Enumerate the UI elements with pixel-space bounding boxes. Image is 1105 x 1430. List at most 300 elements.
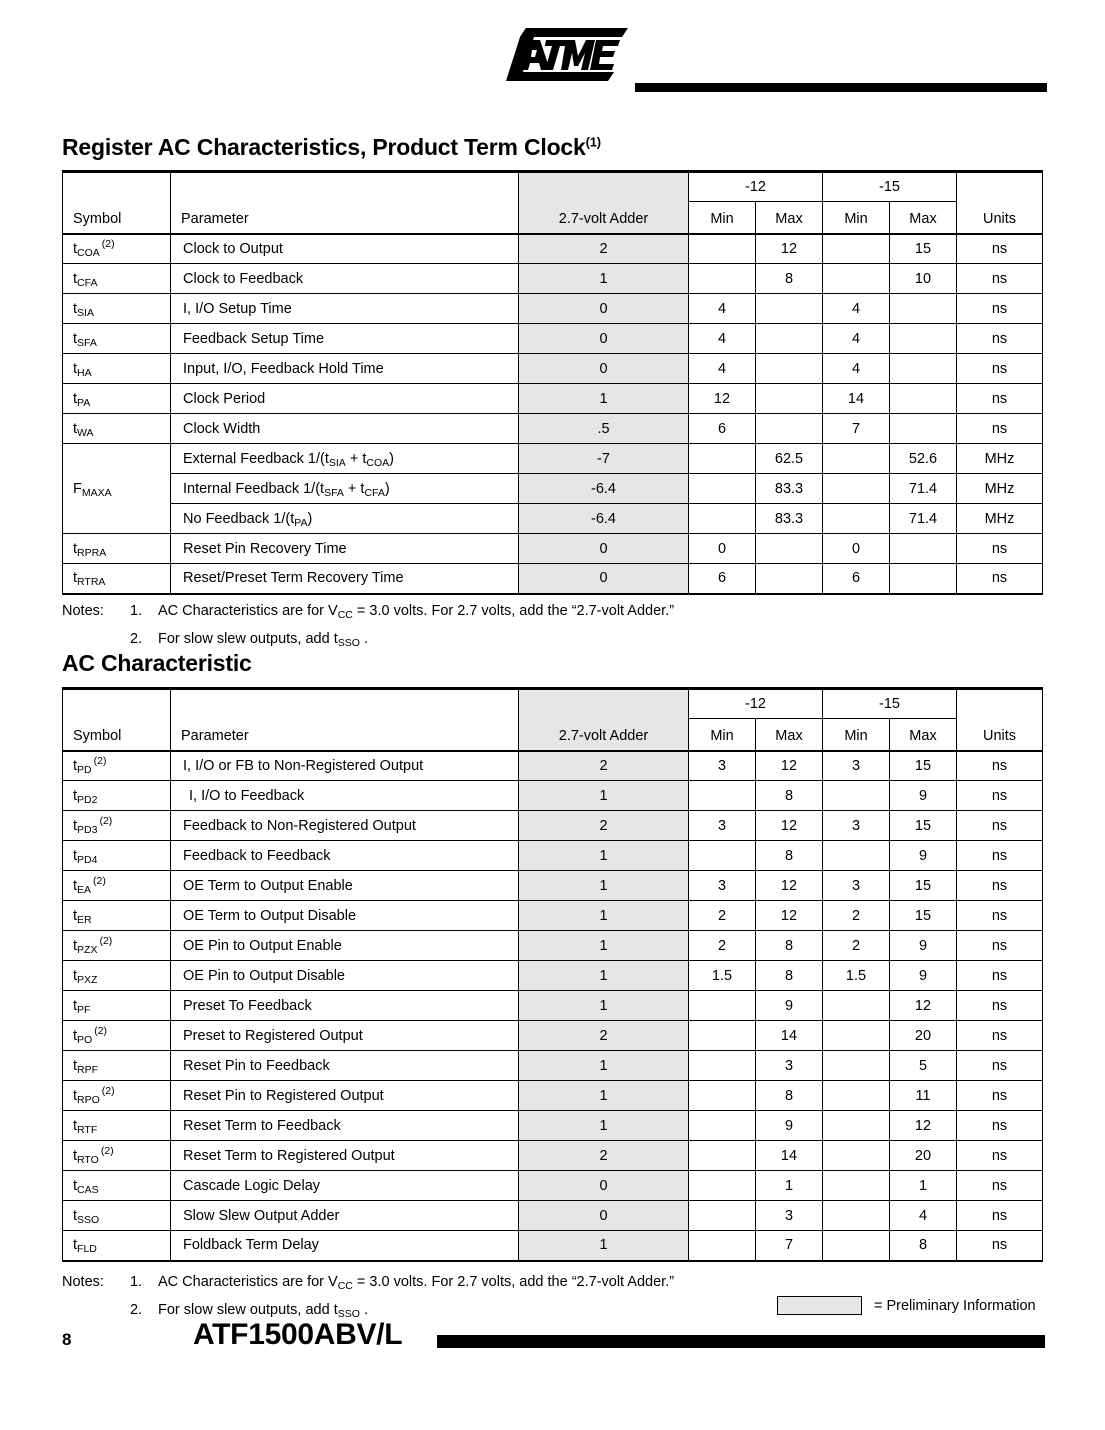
cell-min-15 (823, 234, 890, 264)
cell-adder: 0 (519, 294, 689, 324)
cell-adder: 0 (519, 1171, 689, 1201)
cell-min-15 (823, 1231, 890, 1261)
table-row (63, 1111, 1043, 1141)
page-footer (0, 1318, 1105, 1368)
cell-min-15: 7 (823, 414, 890, 444)
cell-parameter: Cascade Logic Delay (171, 1171, 519, 1201)
cell-max-12: 8 (756, 961, 823, 991)
table-row (63, 871, 1043, 901)
header-min-12: Min (689, 202, 756, 234)
cell-parameter: Reset Term to Registered Output (171, 1141, 519, 1171)
page-title-ac-characteristic (62, 650, 252, 677)
cell-adder: 0 (519, 354, 689, 384)
cell-max-12 (756, 564, 823, 594)
cell-min-12 (689, 841, 756, 871)
cell-max-12: 9 (756, 991, 823, 1021)
cell-symbol: $t_{PO}^{(2)}$ (63, 1021, 171, 1051)
cell-max-12 (756, 324, 823, 354)
table-row (63, 961, 1043, 991)
cell-parameter: I, I/O or FB to Non-Registered Output (171, 751, 519, 781)
cell-min-12 (689, 1141, 756, 1171)
cell-min-15 (823, 841, 890, 871)
cell-adder: 1 (519, 1231, 689, 1261)
table-header-grades-row (63, 689, 1043, 719)
cell-max-12: 12 (756, 751, 823, 781)
cell-parameter: Clock to Output (171, 234, 519, 264)
cell-parameter: Preset To Feedback (171, 991, 519, 1021)
legend-label: = Preliminary Information (874, 1297, 1036, 1314)
table-body (63, 234, 1043, 594)
cell-min-12: 12 (689, 384, 756, 414)
cell-symbol-fmaxa: $F_{MAXA}$ (63, 444, 171, 534)
cell-max-12: 12 (756, 234, 823, 264)
cell-parameter: Reset Pin to Feedback (171, 1051, 519, 1081)
cell-min-15: 4 (823, 324, 890, 354)
table-body (63, 751, 1043, 1261)
section-1-title-text: Register AC Characteristics, Product Term Clock (62, 134, 586, 160)
table-row (63, 781, 1043, 811)
table-row (63, 1021, 1043, 1051)
cell-units: ns (957, 1201, 1043, 1231)
cell-min-12: 1.5 (689, 961, 756, 991)
cell-units: ns (957, 991, 1043, 1021)
cell-units: MHz (957, 444, 1043, 474)
cell-symbol: $t_{PF}$ (63, 991, 171, 1021)
cell-max-15: 20 (890, 1141, 957, 1171)
cell-max-12: 3 (756, 1201, 823, 1231)
header-max-15: Max (890, 719, 957, 751)
table-row (63, 931, 1043, 961)
cell-min-15 (823, 1111, 890, 1141)
cell-adder: 0 (519, 564, 689, 594)
cell-max-15: 71.4 (890, 504, 957, 534)
cell-min-15 (823, 1201, 890, 1231)
cell-parameter: Input, I/O, Feedback Hold Time (171, 354, 519, 384)
register-ac-characteristics-table (62, 170, 1043, 595)
cell-min-15: 2 (823, 931, 890, 961)
cell-min-15 (823, 1051, 890, 1081)
cell-symbol: $t_{PA}$ (63, 384, 171, 414)
cell-min-12: 6 (689, 414, 756, 444)
cell-units: ns (957, 901, 1043, 931)
cell-min-12 (689, 444, 756, 474)
cell-min-15: 4 (823, 294, 890, 324)
cell-max-15: 9 (890, 961, 957, 991)
table-row (63, 564, 1043, 594)
header-min-15: Min (823, 202, 890, 234)
table-row (63, 414, 1043, 444)
cell-symbol: $t_{RTO}^{(2)}$ (63, 1141, 171, 1171)
header-max-12: Max (756, 202, 823, 234)
table-row (63, 1171, 1043, 1201)
cell-max-12: 8 (756, 931, 823, 961)
cell-units: ns (957, 871, 1043, 901)
cell-min-12 (689, 234, 756, 264)
cell-min-12: 4 (689, 354, 756, 384)
cell-max-15: 15 (890, 901, 957, 931)
document-title: ATF1500ABV/L (193, 1318, 403, 1351)
table-row (63, 534, 1043, 564)
cell-parameter: No Feedback $1/(t_{PA})$ (171, 504, 519, 534)
table-row (63, 1141, 1043, 1171)
cell-symbol: $t_{PD4}$ (63, 841, 171, 871)
note-number: 2. (130, 631, 143, 647)
header-rule (635, 83, 1047, 92)
table-row (63, 991, 1043, 1021)
cell-adder: 1 (519, 1081, 689, 1111)
cell-units: ns (957, 931, 1043, 961)
cell-adder: 1 (519, 901, 689, 931)
cell-adder: 1 (519, 841, 689, 871)
section-1-title-note: (1) (585, 134, 601, 150)
cell-units: ns (957, 414, 1043, 444)
cell-units: ns (957, 324, 1043, 354)
cell-adder: -6.4 (519, 474, 689, 504)
cell-max-12 (756, 384, 823, 414)
cell-max-15 (890, 384, 957, 414)
cell-min-12: 0 (689, 534, 756, 564)
cell-symbol: $t_{PD3}^{(2)}$ (63, 811, 171, 841)
cell-parameter: Feedback to Non-Registered Output (171, 811, 519, 841)
cell-min-15 (823, 1021, 890, 1051)
header-grade-12: -12 (689, 172, 823, 202)
note-text: AC Characteristics are for $V_{CC} = 3.0$ volts. For 2.7 volts, add the “2.7-volt Adder.” (158, 603, 675, 621)
cell-min-12 (689, 991, 756, 1021)
cell-min-12: 2 (689, 901, 756, 931)
note-row (62, 603, 1042, 631)
header-parameter: Parameter (171, 172, 519, 234)
cell-max-15: 10 (890, 264, 957, 294)
cell-min-15 (823, 1081, 890, 1111)
cell-max-12 (756, 354, 823, 384)
cell-units: ns (957, 1081, 1043, 1111)
cell-min-12 (689, 1231, 756, 1261)
cell-min-12 (689, 1081, 756, 1111)
table-row (63, 1201, 1043, 1231)
cell-parameter: Reset Pin to Registered Output (171, 1081, 519, 1111)
cell-parameter: Feedback to Feedback (171, 841, 519, 871)
cell-max-15 (890, 534, 957, 564)
header-parameter: Parameter (171, 689, 519, 751)
cell-adder: 1 (519, 781, 689, 811)
cell-min-12 (689, 474, 756, 504)
cell-parameter: Preset to Registered Output (171, 1021, 519, 1051)
cell-max-15: 52.6 (890, 444, 957, 474)
cell-max-12: 14 (756, 1021, 823, 1051)
cell-max-12: 12 (756, 871, 823, 901)
cell-units: ns (957, 1021, 1043, 1051)
cell-max-15: 11 (890, 1081, 957, 1111)
cell-adder: 1 (519, 991, 689, 1021)
table-row (63, 901, 1043, 931)
table-header-grades-row (63, 172, 1043, 202)
cell-max-12: 12 (756, 901, 823, 931)
cell-max-12: 1 (756, 1171, 823, 1201)
header-grade-15: -15 (823, 689, 957, 719)
header-adder: 2.7-volt Adder (519, 172, 689, 234)
header-symbol: Symbol (63, 172, 171, 234)
cell-parameter: Clock Width (171, 414, 519, 444)
table-row (63, 811, 1043, 841)
cell-min-12 (689, 1111, 756, 1141)
cell-min-12: 3 (689, 811, 756, 841)
page-title-register-ac (62, 134, 601, 161)
cell-max-12: 8 (756, 841, 823, 871)
notes-label: Notes: (62, 1274, 104, 1290)
cell-parameter: Feedback Setup Time (171, 324, 519, 354)
cell-adder: 2 (519, 811, 689, 841)
cell-units: ns (957, 384, 1043, 414)
header-units: Units (957, 172, 1043, 234)
cell-adder: 2 (519, 751, 689, 781)
cell-parameter: OE Pin to Output Enable (171, 931, 519, 961)
cell-adder: -6.4 (519, 504, 689, 534)
cell-min-12 (689, 1021, 756, 1051)
cell-symbol: $t_{PXZ}$ (63, 961, 171, 991)
cell-adder: -7 (519, 444, 689, 474)
table-row (63, 474, 1043, 504)
cell-symbol: $t_{RTF}$ (63, 1111, 171, 1141)
cell-max-15: 15 (890, 234, 957, 264)
cell-parameter: Reset Term to Feedback (171, 1111, 519, 1141)
cell-min-12 (689, 1201, 756, 1231)
cell-units: ns (957, 1141, 1043, 1171)
cell-units: MHz (957, 474, 1043, 504)
note-number: 2. (130, 1302, 143, 1318)
cell-parameter: I, I/O to Feedback (171, 781, 519, 811)
cell-parameter: Internal Feedback $1/(t_{SFA} + t_{CFA})$ (171, 474, 519, 504)
cell-units: ns (957, 234, 1043, 264)
cell-max-15: 1 (890, 1171, 957, 1201)
cell-min-15: 3 (823, 871, 890, 901)
cell-symbol: $t_{CAS}$ (63, 1171, 171, 1201)
cell-max-15 (890, 414, 957, 444)
table-row (63, 264, 1043, 294)
cell-units: ns (957, 264, 1043, 294)
cell-min-15 (823, 781, 890, 811)
cell-min-12: 3 (689, 751, 756, 781)
cell-max-12: 14 (756, 1141, 823, 1171)
cell-max-12 (756, 534, 823, 564)
cell-max-15: 15 (890, 751, 957, 781)
cell-min-12: 3 (689, 871, 756, 901)
header-units: Units (957, 689, 1043, 751)
cell-max-15: 12 (890, 1111, 957, 1141)
cell-max-15: 15 (890, 871, 957, 901)
footer-rule (437, 1335, 1045, 1348)
note-number: 1. (130, 603, 143, 619)
table-row (63, 1081, 1043, 1111)
cell-max-12: 9 (756, 1111, 823, 1141)
cell-max-15: 20 (890, 1021, 957, 1051)
atmel-logo (504, 28, 628, 82)
cell-parameter: OE Term to Output Enable (171, 871, 519, 901)
table-row (63, 504, 1043, 534)
cell-min-12 (689, 1171, 756, 1201)
cell-min-12 (689, 1051, 756, 1081)
cell-adder: 1 (519, 931, 689, 961)
table-row (63, 751, 1043, 781)
table-row (63, 384, 1043, 414)
cell-symbol: $t_{PZX}^{(2)}$ (63, 931, 171, 961)
cell-min-15 (823, 444, 890, 474)
cell-min-15: 1.5 (823, 961, 890, 991)
cell-max-15: 15 (890, 811, 957, 841)
cell-max-12: 83.3 (756, 474, 823, 504)
cell-parameter: Reset Pin Recovery Time (171, 534, 519, 564)
cell-symbol: $t_{SIA}$ (63, 294, 171, 324)
note-text: For slow slew outputs, add $t_{SSO}$ . (158, 631, 368, 649)
cell-max-12: 7 (756, 1231, 823, 1261)
cell-units: ns (957, 354, 1043, 384)
cell-units: ns (957, 1051, 1043, 1081)
table-row (63, 294, 1043, 324)
header-max-12: Max (756, 719, 823, 751)
cell-parameter: Clock to Feedback (171, 264, 519, 294)
cell-min-12 (689, 264, 756, 294)
cell-max-15: 9 (890, 841, 957, 871)
cell-symbol: $t_{HA}$ (63, 354, 171, 384)
cell-parameter: Reset/Preset Term Recovery Time (171, 564, 519, 594)
cell-symbol: $t_{ER}$ (63, 901, 171, 931)
cell-max-15: 71.4 (890, 474, 957, 504)
header-grade-15: -15 (823, 172, 957, 202)
ac-characteristic-table (62, 687, 1043, 1262)
cell-max-15: 4 (890, 1201, 957, 1231)
note-text: For slow slew outputs, add $t_{SSO}$ . (158, 1302, 368, 1320)
cell-min-12: 6 (689, 564, 756, 594)
table-row (63, 1051, 1043, 1081)
cell-adder: 2 (519, 1021, 689, 1051)
cell-symbol: $t_{SSO}$ (63, 1201, 171, 1231)
cell-units: ns (957, 1111, 1043, 1141)
cell-symbol: $t_{RTRA}$ (63, 564, 171, 594)
cell-adder: 1 (519, 1111, 689, 1141)
cell-max-15: 5 (890, 1051, 957, 1081)
cell-units: ns (957, 781, 1043, 811)
note-number: 1. (130, 1274, 143, 1290)
cell-min-12: 4 (689, 324, 756, 354)
cell-adder: 1 (519, 961, 689, 991)
cell-units: ns (957, 1171, 1043, 1201)
table-row (63, 354, 1043, 384)
cell-units: ns (957, 841, 1043, 871)
cell-symbol: $t_{EA}^{(2)}$ (63, 871, 171, 901)
cell-adder: 0 (519, 324, 689, 354)
cell-min-15 (823, 474, 890, 504)
cell-max-12: 83.3 (756, 504, 823, 534)
cell-symbol: $t_{PD2}$ (63, 781, 171, 811)
cell-symbol: $t_{CFA}$ (63, 264, 171, 294)
table-row (63, 1231, 1043, 1261)
cell-adder: 2 (519, 234, 689, 264)
page-number: 8 (62, 1330, 72, 1349)
cell-max-12: 12 (756, 811, 823, 841)
cell-min-15: 4 (823, 354, 890, 384)
cell-symbol: $t_{RPF}$ (63, 1051, 171, 1081)
page-header (0, 28, 1105, 92)
cell-adder: 2 (519, 1141, 689, 1171)
cell-units: ns (957, 751, 1043, 781)
cell-parameter: Foldback Term Delay (171, 1231, 519, 1261)
cell-parameter: I, I/O Setup Time (171, 294, 519, 324)
cell-max-15: 9 (890, 931, 957, 961)
cell-min-15 (823, 991, 890, 1021)
notes-label: Notes: (62, 603, 104, 619)
cell-max-15 (890, 564, 957, 594)
cell-max-12: 3 (756, 1051, 823, 1081)
cell-max-12: 8 (756, 264, 823, 294)
cell-symbol: $t_{COA}^{(2)}$ (63, 234, 171, 264)
cell-min-15 (823, 504, 890, 534)
cell-max-15: 9 (890, 781, 957, 811)
cell-parameter: Slow Slew Output Adder (171, 1201, 519, 1231)
cell-min-12 (689, 504, 756, 534)
cell-max-15: 12 (890, 991, 957, 1021)
cell-symbol: $t_{FLD}$ (63, 1231, 171, 1261)
cell-symbol: $t_{RPRA}$ (63, 534, 171, 564)
cell-min-15: 3 (823, 811, 890, 841)
header-grade-12: -12 (689, 689, 823, 719)
cell-min-12: 2 (689, 931, 756, 961)
header-max-15: Max (890, 202, 957, 234)
cell-max-15 (890, 294, 957, 324)
header-adder: 2.7-volt Adder (519, 689, 689, 751)
cell-min-15: 3 (823, 751, 890, 781)
preliminary-information-legend (777, 1296, 1036, 1315)
cell-min-15: 0 (823, 534, 890, 564)
header-min-12: Min (689, 719, 756, 751)
cell-units: ns (957, 811, 1043, 841)
cell-units: ns (957, 534, 1043, 564)
cell-symbol: $t_{SFA}$ (63, 324, 171, 354)
cell-units: ns (957, 294, 1043, 324)
cell-adder: 0 (519, 534, 689, 564)
table-row (63, 234, 1043, 264)
cell-units: ns (957, 961, 1043, 991)
cell-adder: 1 (519, 264, 689, 294)
cell-max-12: 8 (756, 1081, 823, 1111)
cell-units: MHz (957, 504, 1043, 534)
cell-units: ns (957, 1231, 1043, 1261)
note-text: AC Characteristics are for $V_{CC} = 3.0$ volts. For 2.7 volts, add the “2.7-volt Adder.” (158, 1274, 675, 1292)
cell-min-15 (823, 1171, 890, 1201)
cell-max-12: 62.5 (756, 444, 823, 474)
header-min-15: Min (823, 719, 890, 751)
cell-units: ns (957, 564, 1043, 594)
header-symbol: Symbol (63, 689, 171, 751)
cell-min-15: 6 (823, 564, 890, 594)
cell-min-15 (823, 1141, 890, 1171)
cell-max-15 (890, 354, 957, 384)
cell-adder: .5 (519, 414, 689, 444)
cell-symbol: $t_{PD}^{(2)}$ (63, 751, 171, 781)
cell-symbol: $t_{WA}$ (63, 414, 171, 444)
cell-min-15 (823, 264, 890, 294)
cell-min-15: 14 (823, 384, 890, 414)
cell-symbol: $t_{RPO}^{(2)}$ (63, 1081, 171, 1111)
table-row (63, 324, 1043, 354)
cell-max-15 (890, 324, 957, 354)
cell-max-12: 8 (756, 781, 823, 811)
cell-adder: 0 (519, 1201, 689, 1231)
section-2-title-text: AC Characteristic (62, 650, 252, 676)
cell-max-12 (756, 414, 823, 444)
table-row (63, 444, 1043, 474)
cell-max-15: 8 (890, 1231, 957, 1261)
cell-parameter: OE Pin to Output Disable (171, 961, 519, 991)
cell-min-12: 4 (689, 294, 756, 324)
